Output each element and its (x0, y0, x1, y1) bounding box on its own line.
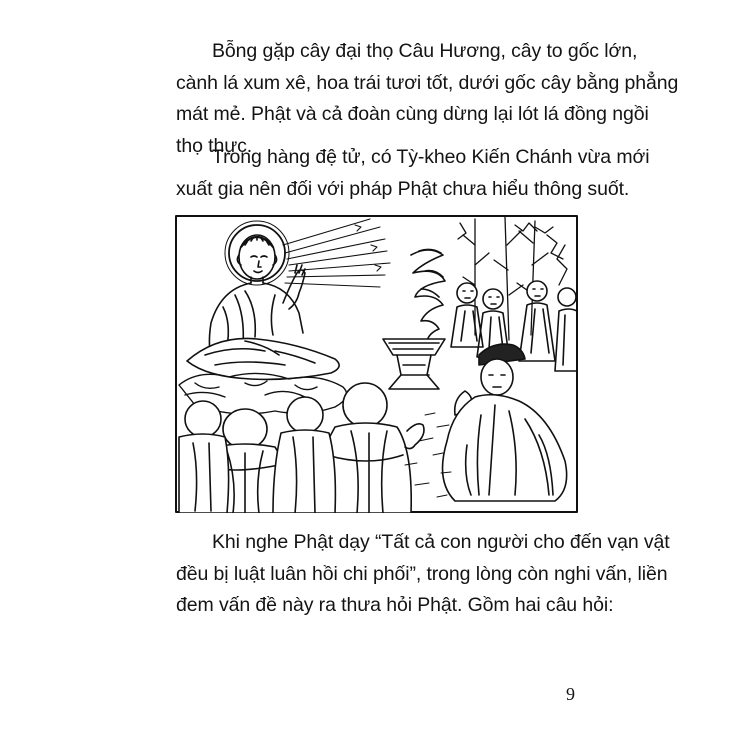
text-line: Trong hàng đệ tử, có Tỳ-kheo Kiến Chánh vừa mới (212, 146, 650, 168)
light-rays (283, 219, 390, 287)
text-line: xuất gia nên đối với pháp Phật chưa hiểu thông suốt. (176, 177, 630, 200)
incense-burner (383, 249, 445, 389)
text-line: Khi nghe Phật dạy “Tất cả con người cho đến vạn vật (212, 531, 670, 553)
paragraph-3 (176, 527, 670, 622)
buddha-teaching-illustration (175, 215, 578, 513)
paragraph-2 (176, 142, 649, 205)
seated-monks (179, 383, 424, 513)
text-line: mát mẻ. Phật và cả đoàn cùng dừng lại lót lá đồng ngồi (176, 103, 649, 125)
kneeling-nobleman (443, 344, 567, 501)
text-line: đem vấn đề này ra thưa hỏi Phật. Gồm hai câu hỏi: (176, 594, 614, 616)
text-line: đều bị luật luân hồi chi phối”, trong lòng còn nghi vấn, liền (176, 562, 668, 585)
text-line: thọ thực. (176, 134, 253, 157)
buddha-figure (187, 235, 339, 379)
page-number: 9 (566, 684, 575, 704)
text-line: cành lá xum xê, hoa trái tươi tốt, dưới gốc cây bằng phẳng (176, 71, 679, 94)
text-line: Bỗng gặp cây đại thọ Câu Hương, cây to gốc lớn, (212, 40, 638, 62)
